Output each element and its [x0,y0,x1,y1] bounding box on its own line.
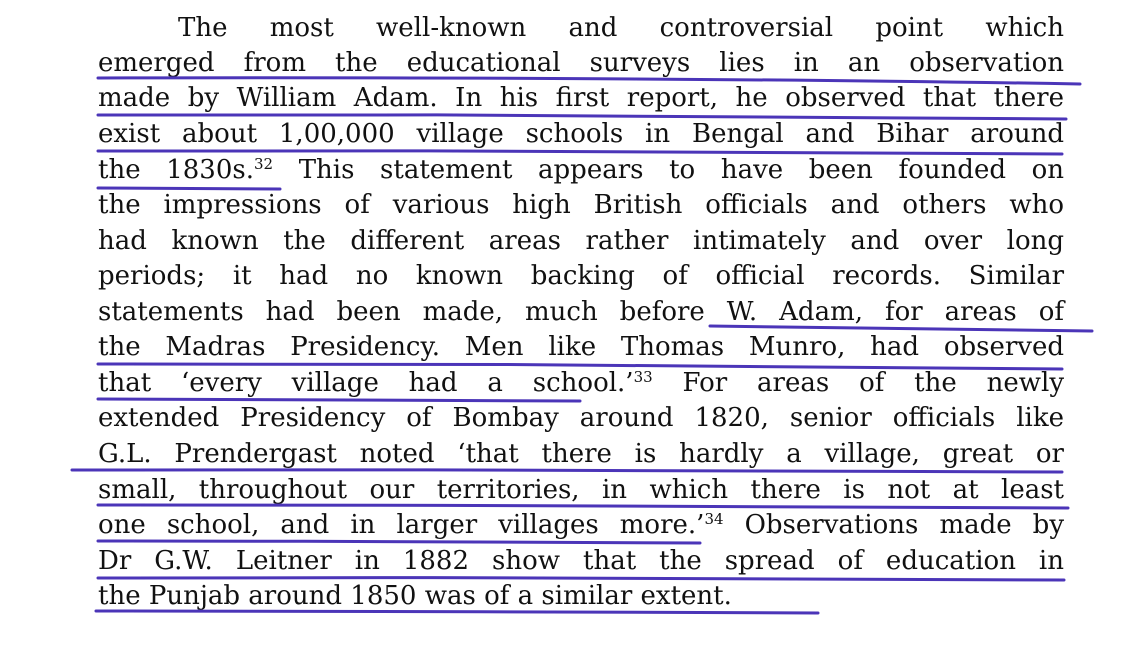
line-text: the impressions of various high British officials and others who [98,190,1064,220]
paragraph-line-1 [178,11,1064,45]
footnote-marker: 32 [253,155,274,173]
line-text: the Madras Presidency. Men like Thomas Munro, had observed [98,332,1064,362]
line-text: statements had been made, much before W. Adam, for areas of [98,297,1064,327]
paragraph-line-8 [98,259,1064,293]
line-text: the Punjab around 1850 was of a similar extent. [98,581,732,611]
paragraph-line-14 [98,473,1064,507]
paragraph-line-7 [98,224,1064,258]
line-text: The most well-known and controversial point which [178,13,1064,43]
line-text: extended Presidency of Bombay around 1820, senior officials like [98,403,1064,433]
line-text: periods; it had no known backing of official records. Similar [98,261,1064,291]
footnote-marker: 33 [633,368,653,386]
paragraph-line-11 [98,366,1064,400]
line-text: had known the different areas rather intimately and over long [98,226,1064,256]
paragraph-line-17 [98,579,1064,613]
line-text-after-footnote: This statement appears to have been founded on [273,155,1064,185]
line-text: G.L. Prendergast noted ‘that there is hardly a village, great or [98,439,1064,469]
paragraph-line-15 [98,508,1064,542]
paragraph-line-4 [98,117,1064,151]
paragraph-line-3 [98,81,1064,115]
paragraph-line-12 [98,401,1064,435]
paragraph-line-5 [98,153,1064,187]
footnote-marker: 34 [704,510,724,528]
line-text: that ‘every village had a school.’ [98,368,634,398]
line-text: small, throughout our territories, in which there is not at least [98,475,1064,505]
paragraph-line-9 [98,295,1064,329]
paragraph-line-13 [98,437,1064,471]
line-text-after-footnote: Observations made by [723,510,1065,540]
paragraph-line-2 [98,46,1064,80]
paragraph-line-10 [98,330,1064,364]
line-text: emerged from the educational surveys lies in an observation [98,48,1064,78]
paragraph-line-6 [98,188,1064,222]
line-text: exist about 1,00,000 village schools in Bengal and Bihar around [98,119,1064,149]
line-text: Dr G.W. Leitner in 1882 show that the spread of education in [98,546,1064,576]
line-text: made by William Adam. In his first report, he observed that there [98,83,1064,113]
paragraph-line-16 [98,544,1064,578]
line-text-after-footnote: For areas of the newly [652,368,1065,398]
line-text: the 1830s. [98,155,254,185]
line-text: one school, and in larger villages more.’ [98,510,705,540]
